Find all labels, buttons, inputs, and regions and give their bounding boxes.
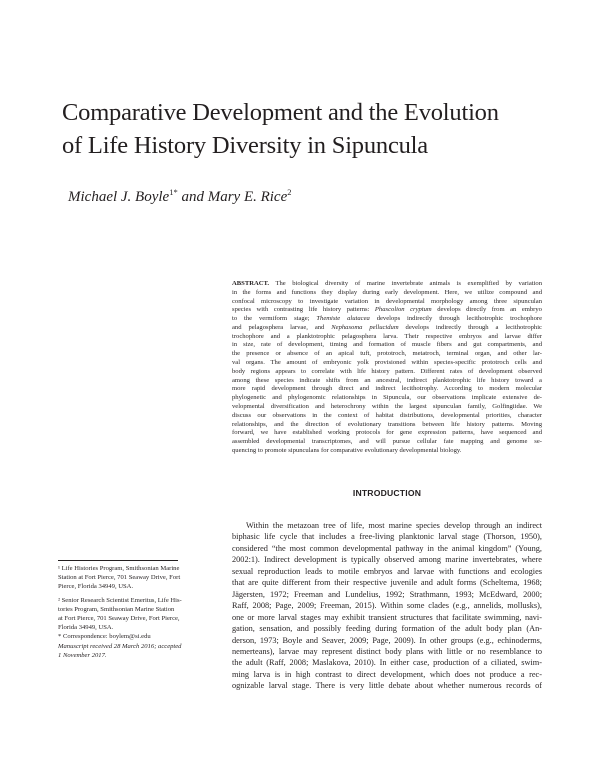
- body-line: ognizable larval stage. There is very little debate about whether numerous records of: [232, 681, 542, 691]
- body-line: considered “the most common developmental pathway in the animal kingdom” (Young,: [232, 543, 542, 553]
- body-line: 2002:1). Indirect development is typically observed among marine invertebrates, where: [232, 555, 542, 565]
- abstract-line: confocal microscopy to investigate variation in developmental morphology among three sipunculan: [232, 297, 542, 305]
- footnotes: [58, 560, 206, 660]
- author-1-affiliation-mark: 1*: [169, 187, 178, 197]
- section-heading-introduction: INTRODUCTION: [352, 488, 422, 498]
- abstract-line: among these species indicate shifts from an ancestral, indirect planktotrophic life history toward a: [232, 376, 542, 384]
- abstract-line: relationships, and the direction of evolutionary transitions between life history patterns. Moving: [232, 420, 542, 428]
- body-line: Jägersten, 1972; Freeman and Lundelius, 1992; Strathmann, 1993; McEdward, 2000;: [232, 589, 542, 599]
- body-line: Raff, 2008; Page, 2009; Freeman, 2015). Within some clades (e.g., annelids, mollusks),: [232, 601, 542, 611]
- footnote-line: Station at Fort Pierce, 701 Seaway Drive, Fort: [58, 574, 181, 582]
- body-line: gation, sensation, and possibly feeding during formation of the adult body plan (An-: [232, 624, 542, 634]
- abstract: [232, 280, 542, 456]
- abstract-line: in size, rate of development, timing and formation of muscle fibers and gut compartments, and: [232, 341, 542, 349]
- body-line: ming larva is in high contrast to direct development, which does not produce a rec-: [232, 669, 542, 679]
- body-line: one or more larval stages may exhibit transient structures that facilitate swimming, navi-: [232, 612, 542, 622]
- manuscript-dates: 1 November 2017.: [58, 651, 107, 659]
- footnote-line: ² Senior Research Scientist Emeritus, Life His-: [58, 596, 182, 604]
- manuscript-dates: Manuscript received 28 March 2016; accepted: [58, 642, 182, 650]
- abstract-line: in the forms and functions they display during early development. Here, we utilize compound and: [232, 288, 542, 296]
- species-name: Nephasoma pellucidum: [331, 323, 399, 331]
- author-2-affiliation-mark: 2: [287, 187, 292, 197]
- abstract-line: trochophore and a planktotrophic pelagosphera larva. Their respective embryos and larvae differ: [232, 332, 542, 340]
- correspondence-email: * Correspondence: boylem@si.edu: [58, 633, 151, 641]
- abstract-line: velopmental diversification and heterochrony within the largest sipunculan family, Golfingiidae. We: [232, 402, 542, 410]
- body-line: sexual reproduction leads to motile embryos and larvae with functions and ecologies: [232, 566, 542, 576]
- body-line: biphasic life cycle that includes a free-living planktonic larval stage (Thorson, 1950),: [232, 532, 542, 542]
- author-2: Mary E. Rice: [207, 189, 288, 205]
- body-line: nemerteans), larvae may represent distinct body plans with little or no resemblance to: [232, 646, 542, 656]
- footnote-line: Florida 34949, USA.: [58, 624, 114, 632]
- abstract-line: discuss our observations in the context of habitat distributions, developmental priorities, character: [232, 411, 542, 419]
- abstract-label: ABSTRACT.: [232, 280, 270, 287]
- body-line: Within the metazoan tree of life, most marine species develop through an indirect: [246, 521, 542, 530]
- abstract-line: val organs. The amount of embryonic yolk provisioned within species-specific prototroch cells and: [232, 359, 542, 367]
- title-line-1: Comparative Development and the Evolution: [62, 99, 499, 126]
- introduction-body: [232, 520, 542, 692]
- footnote-line: Pierce, Florida 34949, USA.: [58, 583, 134, 591]
- article-title: [62, 96, 542, 162]
- abstract-line: more rapid development through direct and indirect lecithotrophy. According to modern molecular: [232, 385, 542, 393]
- body-line: that are quite different from their respective juvenile and adult forms (Scheltema, 1968;: [232, 578, 542, 588]
- species-name: Themiste alutacea: [316, 315, 370, 323]
- abstract-line: to the vermiform stage; Themiste alutacea develops indirectly through lecithotrophic trochophore: [232, 315, 542, 323]
- abstract-line: assembled developmental transcriptomes, and will pursue cellular fate mapping and genome se-: [232, 438, 542, 446]
- abstract-line: species with contrasting life history patterns: Phascolion cryptum develops directly from an embryo: [232, 306, 542, 314]
- author-conjunction: and: [177, 189, 208, 205]
- title-line-2: of Life History Diversity in Sipuncula: [62, 132, 428, 159]
- abstract-line: phylogenetic and phylogenomic relationships in Sipuncula, our observations implicate extensive de-: [232, 394, 542, 402]
- footnote-line: ¹ Life Histories Program, Smithsonian Marine: [58, 565, 180, 572]
- abstract-line: and pelagosphera larvae, and Nephasoma pellucidum develops indirectly through a lecithotrophic: [232, 323, 542, 331]
- body-line: the adult (Raff, 2008; Maslakova, 2010). In either case, production of a ciliated, swim-: [232, 658, 542, 668]
- abstract-line: ABSTRACT. The biological diversity of marine invertebrate animals is exemplified by variation: [232, 280, 542, 287]
- footnote-rule: [58, 560, 178, 561]
- author-1: Michael J. Boyle: [68, 189, 170, 205]
- footnote-line: tories Program, Smithsonian Marine Station: [58, 605, 175, 613]
- species-name: Phascolion cryptum: [374, 306, 432, 314]
- body-line: derson, 1973; Boyle and Seaver, 2009; Page, 2009). In other groups (e.g., echinoderms,: [232, 635, 542, 645]
- abstract-line: quencing to promote sipunculans for comparative evolutionary developmental biology.: [232, 446, 462, 454]
- abstract-line: the presence or absence of an apical tuft, prototroch, metatroch, terminal organ, and other lar-: [232, 350, 542, 358]
- author-line: [68, 187, 292, 206]
- abstract-line: forward, we have established working protocols for gene expression patterns, have sequenced and: [232, 429, 542, 437]
- abstract-line: body regions appears to correlate with life history pattern. Different rates of development observed: [232, 367, 542, 375]
- footnote-line: at Fort Pierce, 701 Seaway Drive, Fort Pierce,: [58, 615, 180, 623]
